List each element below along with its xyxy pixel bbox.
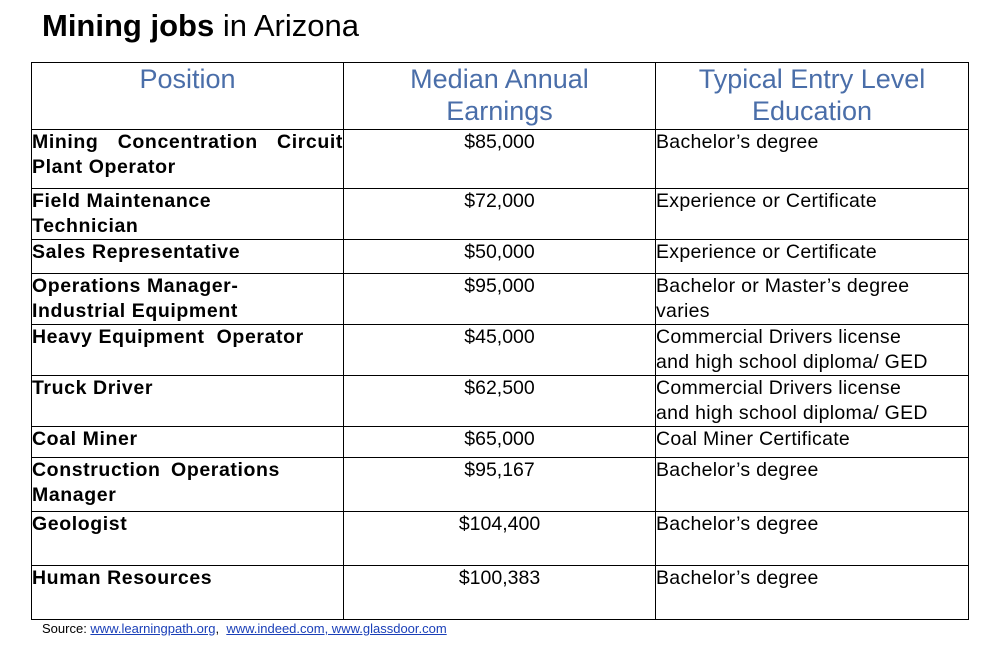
earnings-cell: $104,400 (344, 512, 656, 566)
table-header-row (32, 63, 969, 130)
earnings-cell: $65,000 (344, 427, 656, 458)
position-cell (32, 427, 344, 458)
table-row (32, 458, 969, 512)
education-line: Commercial Drivers license (656, 377, 902, 399)
source-label: Source: (42, 621, 91, 636)
table-row (32, 566, 969, 620)
position-cell (32, 458, 344, 512)
source-link-indeed-glassdoor[interactable]: www.indeed.com, www.glassdoor.com (226, 621, 447, 636)
position-cell (32, 376, 344, 427)
education-line: Bachelor or Master’s degree (656, 275, 910, 297)
header-position-label: Position (139, 64, 236, 94)
education-line: Experience or Certificate (656, 241, 878, 263)
source-citation (42, 621, 447, 637)
position-line: Sales Representative (32, 241, 241, 263)
education-cell (656, 240, 969, 274)
education-line: Bachelor’s degree (656, 513, 819, 535)
page-title (42, 6, 359, 46)
table-row (32, 512, 969, 566)
education-cell (656, 325, 969, 376)
table-row (32, 189, 969, 240)
education-line: Coal Miner Certificate (656, 428, 851, 450)
table-row (32, 427, 969, 458)
header-position (32, 63, 344, 130)
position-line: Industrial Equipment (32, 300, 238, 322)
header-earnings-line: Median Annual (410, 64, 589, 94)
earnings-cell: $62,500 (344, 376, 656, 427)
table-row (32, 376, 969, 427)
source-separator: , (215, 621, 223, 636)
position-line: Plant Operator (32, 156, 176, 178)
education-cell (656, 130, 969, 189)
header-education-line: Typical Entry Level (698, 64, 926, 94)
education-cell (656, 566, 969, 620)
education-cell (656, 512, 969, 566)
education-line: varies (656, 300, 710, 322)
header-education-line: Education (751, 96, 873, 126)
earnings-cell: $95,167 (344, 458, 656, 512)
table-row (32, 240, 969, 274)
education-cell (656, 189, 969, 240)
position-cell (32, 512, 344, 566)
position-cell (32, 130, 344, 189)
source-link-learningpath[interactable]: www.learningpath.org (90, 621, 216, 636)
header-earnings-line: Earnings (446, 96, 553, 126)
position-line: Mining Concentration Circuit (32, 131, 343, 153)
position-cell (32, 189, 344, 240)
education-line: and high school diploma/ GED (656, 351, 928, 373)
mining-jobs-table (31, 62, 969, 620)
table-row (32, 325, 969, 376)
education-line: Bachelor’s degree (656, 131, 819, 153)
position-line: Coal Miner (32, 428, 138, 450)
position-line: Technician (32, 215, 139, 237)
education-line: Bachelor’s degree (656, 567, 819, 589)
education-line: Commercial Drivers license (656, 326, 902, 348)
education-cell (656, 458, 969, 512)
position-cell (32, 566, 344, 620)
header-earnings (344, 63, 656, 130)
position-line: Human Resources (32, 567, 213, 589)
earnings-cell: $72,000 (344, 189, 656, 240)
position-line: Truck Driver (32, 377, 154, 399)
education-line: and high school diploma/ GED (656, 402, 928, 424)
education-line: Bachelor’s degree (656, 459, 819, 481)
position-line: Field Maintenance (32, 190, 212, 212)
earnings-cell: $45,000 (344, 325, 656, 376)
position-cell (32, 325, 344, 376)
position-cell (32, 274, 344, 325)
position-line: Operations Manager- (32, 275, 239, 297)
position-line: Manager (32, 484, 117, 506)
earnings-cell: $50,000 (344, 240, 656, 274)
title-rest-part: in Arizona (214, 8, 359, 43)
earnings-cell: $85,000 (344, 130, 656, 189)
education-line: Experience or Certificate (656, 190, 878, 212)
header-education (656, 63, 969, 130)
earnings-cell: $100,383 (344, 566, 656, 620)
earnings-cell: $95,000 (344, 274, 656, 325)
position-cell (32, 240, 344, 274)
education-cell (656, 427, 969, 458)
position-line: Geologist (32, 513, 128, 535)
education-cell (656, 376, 969, 427)
education-cell (656, 274, 969, 325)
position-line: Construction Operations (32, 459, 280, 481)
title-bold-part: Mining jobs (42, 8, 215, 43)
table-row (32, 130, 969, 189)
position-line: Heavy Equipment Operator (32, 326, 304, 348)
table-row (32, 274, 969, 325)
